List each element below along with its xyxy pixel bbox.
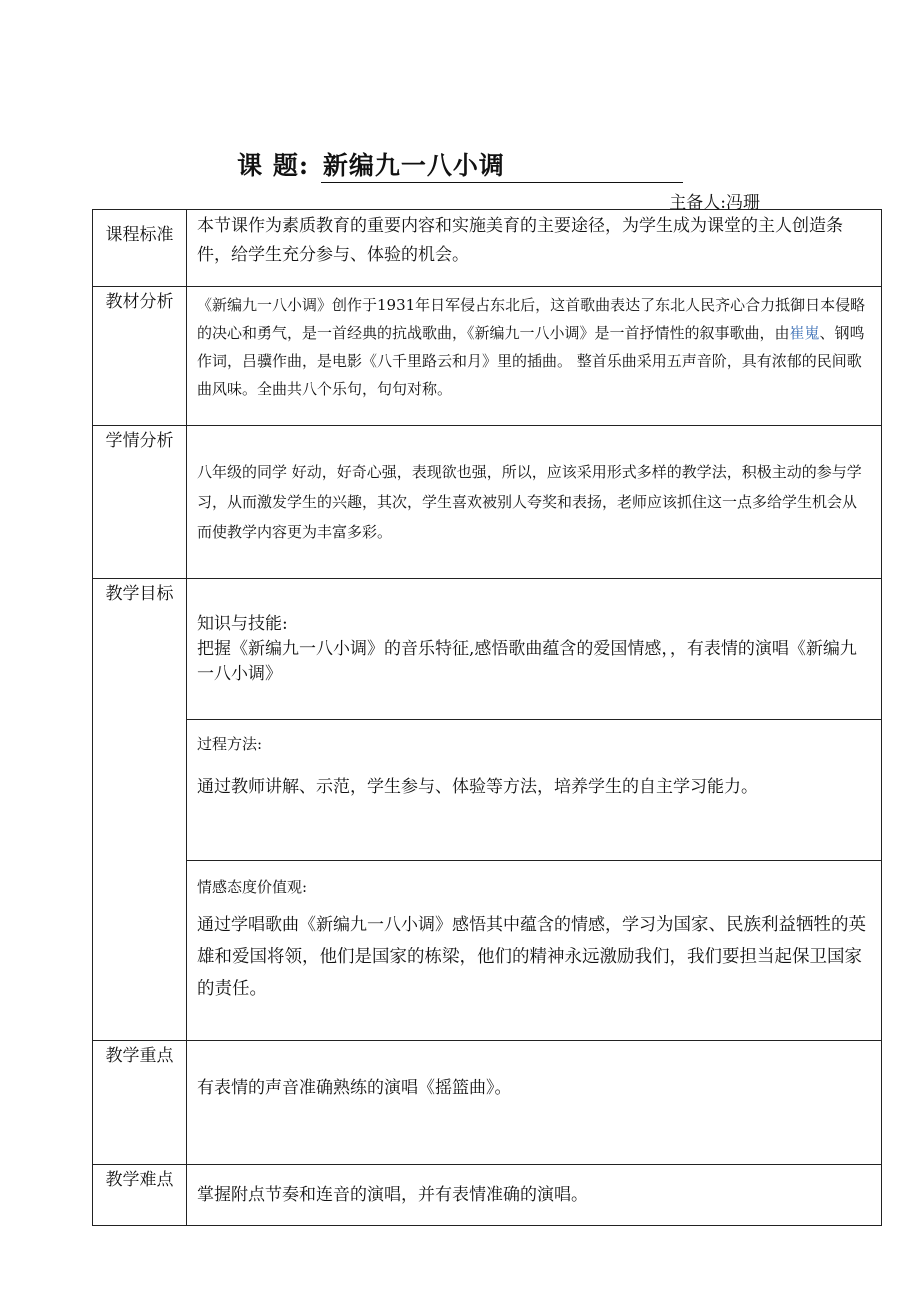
row-goals-emotion xyxy=(93,861,882,1041)
emotion-text xyxy=(197,909,871,1005)
page-title xyxy=(0,146,920,183)
row-key-point xyxy=(93,1041,882,1165)
key-point-text: 有表情的声音准确熟练的演唱《摇篮曲》。 xyxy=(197,1078,512,1098)
row-students xyxy=(93,426,882,579)
label-goals: 教学目标 xyxy=(93,579,187,1041)
row-standard xyxy=(93,210,882,287)
row-goals-knowledge xyxy=(93,579,882,720)
content-material xyxy=(187,287,882,426)
difficulty-text: 掌握附点节奏和连音的演唱，并有表情准确的演唱。 xyxy=(197,1184,588,1205)
emotion-text-part2: 为国家、民族利益牺牲的英雄和爱国将领，他们是国家的栋梁，他们的精神永远激励我们，我们要担当起保卫国家的责任。 xyxy=(197,915,866,999)
process-title: 过程方法: xyxy=(197,735,263,753)
row-difficulty xyxy=(93,1165,882,1226)
emotion-block xyxy=(187,861,881,1011)
content-difficulty xyxy=(187,1165,882,1226)
material-text-part1: 《新编九一八小调》创作于1931年日军侵占东北后，这首歌曲表达了东北人民齐心合力抵御日本侵略的决心和勇气，是一首经典的抗战歌曲，《新编九一八小调》是一首抒情性的叙事歌曲，由 xyxy=(197,296,866,342)
row-material xyxy=(93,287,882,426)
label-material: 教材分析 xyxy=(93,287,187,426)
knowledge-title: 知识与技能: xyxy=(197,613,288,634)
content-students xyxy=(187,426,882,579)
knowledge-block xyxy=(187,606,881,693)
material-text xyxy=(187,287,881,409)
label-difficulty: 教学难点 xyxy=(93,1165,187,1226)
content-emotion xyxy=(187,861,882,1041)
emotion-title: 情感态度价值观: xyxy=(197,878,308,896)
process-text: 通过教师讲解、示范，学生参与、体验等方法，培养学生的自主学习能力。 xyxy=(197,777,758,797)
process-block xyxy=(187,720,881,808)
standard-text: 本节课作为素质教育的重要内容和实施美育的主要途径，为学生成为课堂的主人创造条件，给学生充分参与、体验的机会。 xyxy=(197,216,843,265)
preparer-name: 冯珊 xyxy=(726,193,760,213)
author-link[interactable]: 崔嵬 xyxy=(789,324,820,342)
title-value: 新编九一八小调 xyxy=(321,146,683,183)
material-text-part2: 、钢鸣作词，吕骥作曲，是电影《八千里路云和月》里的插曲。 整首乐曲采用五声音阶，具有浓郁的民间歌曲风味。全曲共八个乐句，句句对称。 xyxy=(197,324,865,398)
content-knowledge xyxy=(187,579,882,720)
title-label: 课 题: xyxy=(237,151,310,180)
content-process xyxy=(187,720,882,861)
emotion-text-part1: 通过学唱歌曲《新编九一八小调》感悟其中蕴含的情感，学习 xyxy=(197,915,656,935)
row-goals-process xyxy=(93,720,882,861)
lesson-plan-table xyxy=(92,209,882,1226)
label-standard: 课程标准 xyxy=(93,210,187,287)
label-key-point: 教学重点 xyxy=(93,1041,187,1165)
content-standard xyxy=(187,210,882,287)
content-key-point xyxy=(187,1041,882,1165)
knowledge-text: 把握《新编九一八小调》的音乐特征,感悟歌曲蕴含的爱国情感，，有表情的演唱《新编九一八小调》 xyxy=(197,638,857,684)
preparer-label: 主备人: xyxy=(669,193,726,213)
students-text: 八年级的同学 好动，好奇心强，表现欲也强，所以，应该采用形式多样的教学法，积极主动的参与学习，从而激发学生的兴趣，其次，学生喜欢被别人夸奖和表扬，老师应该抓住这一点多给学生机会从而使教学内容更为丰富多彩。 xyxy=(197,463,862,541)
label-students: 学情分析 xyxy=(93,426,187,579)
